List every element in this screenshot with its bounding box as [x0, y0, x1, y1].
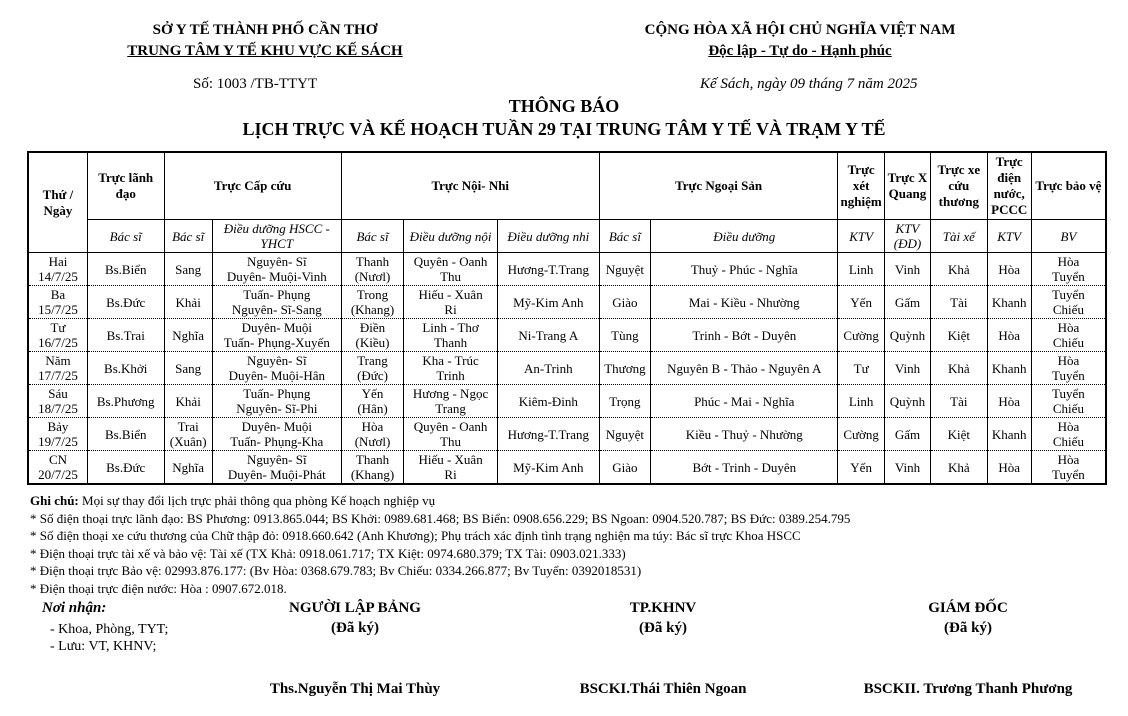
table-row — [28, 352, 1106, 385]
table-cell: Thanh (Khang) — [341, 451, 403, 485]
table-cell: Mỹ-Kim Anh — [497, 451, 599, 485]
table-cell: Khanh — [987, 418, 1031, 451]
note-line: * Số điện thoại xe cứu thương của Chữ thập đỏ: 0918.660.642 (Anh Khương); Phụ trách xác định tình trạng nghiện ma túy: Bác sĩ trực Khoa HSCC — [30, 528, 801, 543]
table-cell: Bs.Biển — [87, 253, 164, 286]
subheader-cell: Điều dưỡng HSCC - YHCT — [212, 220, 341, 253]
table-row — [28, 451, 1106, 485]
table-cell: Nguyên- Sĩ Duyên- Muội-Vinh — [212, 253, 341, 286]
table-cell: Ni-Trang A — [497, 319, 599, 352]
agency-parent: SỞ Y TẾ THÀNH PHỐ CẦN THƠ — [152, 22, 378, 38]
table-cell: Phúc - Mai - Nghĩa — [651, 385, 838, 418]
header-security: Trực bảo vệ — [1031, 152, 1106, 220]
signer-role: TP.KHNV — [629, 600, 697, 616]
table-row — [28, 253, 1106, 286]
header-surgery: Trực Ngoại Sản — [599, 152, 838, 220]
table-row — [28, 286, 1106, 319]
table-cell: Tùng — [599, 319, 650, 352]
table-cell: Trai (Xuân) — [164, 418, 212, 451]
note-line: * Điện thoại trực tài xế và bảo vệ: Tài xế (TX Khả: 0918.061.717; TX Kiệt: 0974.680.379; TX Tài: 0903.021.333) — [30, 545, 626, 561]
table-cell: Bớt - Trinh - Duyên — [651, 451, 838, 485]
table-cell: Trọng — [599, 385, 650, 418]
notes-label: Ghi chú: — [30, 493, 79, 508]
recipient-item: - Khoa, Phòng, TYT; — [50, 622, 169, 637]
table-cell: Quyên - Oanh Thu — [404, 418, 498, 451]
table-cell: An-Trinh — [497, 352, 599, 385]
table-cell: Hòa Tuyển — [1031, 451, 1106, 485]
table-cell: Hương-T.Trang — [497, 418, 599, 451]
table-cell: Sang — [164, 253, 212, 286]
signer-name: BSCKII. Trương Thanh Phương — [863, 681, 1073, 697]
national-title: CỘNG HÒA XÃ HỘI CHỦ NGHĨA VIỆT NAM — [644, 22, 956, 38]
table-cell: Kiêm-Đinh — [497, 385, 599, 418]
signer-director — [853, 598, 1083, 638]
signer-role: NGƯỜI LẬP BẢNG — [289, 600, 421, 616]
day-cell: Sáu 18/7/25 — [28, 385, 87, 418]
table-cell: Tài — [931, 286, 987, 319]
table-cell: Yến — [838, 286, 884, 319]
subheader-cell: Điều dưỡng nội — [404, 220, 498, 253]
table-cell: Nghĩa — [164, 451, 212, 485]
table-cell: Duyên- Muội Tuấn- Phụng-Kha — [212, 418, 341, 451]
table-cell: Điền (Kiều) — [341, 319, 403, 352]
table-cell: Nguyên- Sĩ Duyên- Muội-Hân — [212, 352, 341, 385]
schedule-table — [27, 151, 1107, 485]
table-cell: Cường — [838, 418, 884, 451]
table-cell: Khanh — [987, 352, 1031, 385]
table-cell: Nguyệt — [599, 418, 650, 451]
agency-name: TRUNG TÂM Y TẾ KHU VỰC KẾ SÁCH — [127, 43, 403, 59]
table-cell: Trong (Khang) — [341, 286, 403, 319]
table-cell: Vinh — [884, 253, 930, 286]
table-cell: Khải — [164, 286, 212, 319]
table-cell: Duyên- Muội Tuấn- Phụng-Xuyến — [212, 319, 341, 352]
header-utility: Trực điện nước, PCCC — [987, 152, 1031, 220]
table-cell: Yến — [838, 451, 884, 485]
table-cell: Bs.Biển — [87, 418, 164, 451]
table-cell: Khả — [931, 352, 987, 385]
table-cell: Hiếu - Xuân Ri — [404, 451, 498, 485]
subheader-cell: BV — [1031, 220, 1106, 253]
header-leader: Trực lãnh đạo — [87, 152, 164, 220]
subheader-cell: KTV — [987, 220, 1031, 253]
header-xray: Trực X Quang — [884, 152, 930, 220]
table-cell: Tư — [838, 352, 884, 385]
table-cell: Giào — [599, 451, 650, 485]
note-line: * Điện thoại trực điện nước: Hòa : 0907.672.018. — [30, 580, 287, 596]
doc-title: THÔNG BÁO — [508, 96, 620, 116]
national-motto: Độc lập - Tự do - Hạnh phúc — [708, 43, 892, 59]
recipients-title: Nơi nhận: — [42, 600, 107, 616]
table-cell: Bs.Đức — [87, 286, 164, 319]
table-cell: Bs.Trai — [87, 319, 164, 352]
table-cell: Sang — [164, 352, 212, 385]
subheader-row — [28, 220, 1106, 253]
signer-khnv — [548, 598, 778, 638]
table-cell: Nguyên- Sĩ Duyên- Muội-Phát — [212, 451, 341, 485]
table-cell: Bs.Phương — [87, 385, 164, 418]
signer-status: (Đã ký) — [944, 620, 992, 636]
table-cell: Gấm — [884, 286, 930, 319]
table-cell: Khanh — [987, 286, 1031, 319]
table-cell: Tài — [931, 385, 987, 418]
table-cell: Tuấn- Phụng Nguyên- Sĩ-Sang — [212, 286, 341, 319]
subheader-cell: KTV — [838, 220, 884, 253]
table-cell: Yến (Hân) — [341, 385, 403, 418]
table-cell: Tuyển Chiếu — [1031, 385, 1106, 418]
table-cell: Linh — [838, 253, 884, 286]
day-cell: CN 20/7/25 — [28, 451, 87, 485]
table-cell: Tuyển Chiếu — [1031, 286, 1106, 319]
header-internal: Trực Nội- Nhi — [341, 152, 599, 220]
subheader-cell: Bác sĩ — [87, 220, 164, 253]
doc-number: Số: 1003 /TB-TTYT — [193, 76, 318, 92]
doc-subtitle: LỊCH TRỰC VÀ KẾ HOẠCH TUẦN 29 TẠI TRUNG TÂM Y TẾ VÀ TRẠM Y TẾ — [242, 119, 886, 139]
subheader-cell: Bác sĩ — [599, 220, 650, 253]
note-line: * Điện thoại trực Bảo vệ: 02993.876.177: (Bv Hòa: 0368.679.783; Bv Chiếu: 0334.266.877; Bv Tuyển: 0392018531) — [30, 563, 642, 578]
table-cell: Kha - Trúc Trinh — [404, 352, 498, 385]
table-cell: Hòa — [987, 385, 1031, 418]
table-cell: Cường — [838, 319, 884, 352]
day-cell: Ba 15/7/25 — [28, 286, 87, 319]
table-cell: Tuấn- Phụng Nguyên- Sĩ-Phi — [212, 385, 341, 418]
table-cell: Giào — [599, 286, 650, 319]
subheader-cell: Bác sĩ — [164, 220, 212, 253]
table-cell: Hiếu - Xuân Ri — [404, 286, 498, 319]
table-cell: Hòa Tuyển — [1031, 253, 1106, 286]
table-cell: Nguyệt — [599, 253, 650, 286]
table-cell: Khả — [931, 451, 987, 485]
national-header — [620, 20, 980, 62]
signer-status: (Đã ký) — [639, 620, 687, 636]
signer-status: (Đã ký) — [331, 620, 379, 636]
day-cell: Năm 17/7/25 — [28, 352, 87, 385]
table-cell: Thuỷ - Phúc - Nghĩa — [651, 253, 838, 286]
signer-name: Ths.Nguyễn Thị Mai Thùy — [269, 681, 441, 697]
subheader-cell: Bác sĩ — [341, 220, 403, 253]
table-cell: Hòa (Nươl) — [341, 418, 403, 451]
table-cell: Mai - Kiều - Nhường — [651, 286, 838, 319]
day-cell: Bảy 19/7/25 — [28, 418, 87, 451]
signer-name: BSCKI.Thái Thiên Ngoan — [579, 681, 747, 697]
table-cell: Bs.Đức — [87, 451, 164, 485]
signer-role: GIÁM ĐỐC — [928, 600, 1008, 616]
agency-header — [100, 20, 430, 62]
table-cell: Nghĩa — [164, 319, 212, 352]
table-cell: Hòa — [987, 319, 1031, 352]
table-cell: Hòa Tuyển — [1031, 352, 1106, 385]
table-cell: Hương - Ngọc Trang — [404, 385, 498, 418]
table-cell: Mỹ-Kim Anh — [497, 286, 599, 319]
table-row — [28, 418, 1106, 451]
table-cell: Kiệt — [931, 319, 987, 352]
table-cell: Trang (Đức) — [341, 352, 403, 385]
subheader-cell: Điều dưỡng — [651, 220, 838, 253]
header-emergency: Trực Cấp cứu — [164, 152, 341, 220]
table-cell: Gấm — [884, 418, 930, 451]
table-cell: Trinh - Bớt - Duyên — [651, 319, 838, 352]
table-cell: Nguyên B - Thảo - Nguyên A — [651, 352, 838, 385]
table-cell: Linh — [838, 385, 884, 418]
table-cell: Quỳnh — [884, 319, 930, 352]
table-cell: Thương — [599, 352, 650, 385]
table-cell: Hòa — [987, 253, 1031, 286]
table-cell: Hòa Chiếu — [1031, 418, 1106, 451]
notes-section — [30, 492, 1110, 597]
table-cell: Quyên - Oanh Thu — [404, 253, 498, 286]
header-day: Thứ / Ngày — [28, 152, 87, 253]
table-cell: Bs.Khởi — [87, 352, 164, 385]
table-cell: Hòa Chiếu — [1031, 319, 1106, 352]
notes-text: Mọi sự thay đổi lịch trực phải thông qua phòng Kế hoạch nghiệp vụ — [78, 493, 436, 508]
recipient-item: - Lưu: VT, KHNV; — [50, 639, 157, 654]
table-cell: Kiều - Thuỷ - Nhường — [651, 418, 838, 451]
subheader-cell: KTV (ĐD) — [884, 220, 930, 253]
table-cell: Thanh (Nươl) — [341, 253, 403, 286]
table-cell: Kiệt — [931, 418, 987, 451]
table-cell: Linh - Thơ Thanh — [404, 319, 498, 352]
table-cell: Vinh — [884, 352, 930, 385]
notes-main — [30, 492, 1110, 510]
table-cell: Vinh — [884, 451, 930, 485]
signer-preparer — [240, 598, 470, 638]
table-row — [28, 385, 1106, 418]
subheader-cell: Tài xế — [931, 220, 987, 253]
header-lab: Trực xét nghiệm — [838, 152, 884, 220]
schedule-body — [28, 253, 1106, 485]
day-cell: Hai 14/7/25 — [28, 253, 87, 286]
table-cell: Hòa — [987, 451, 1031, 485]
header-ambulance: Trực xe cứu thương — [931, 152, 987, 220]
table-cell: Hương-T.Trang — [497, 253, 599, 286]
table-cell: Khải — [164, 385, 212, 418]
table-row — [28, 319, 1106, 352]
note-line: * Số điện thoại trực lãnh đạo: BS Phương: 0913.865.044; BS Khởi: 0989.681.468; BS Biển: 0908.656.229; BS Ngoan: 0904.520.787; BS Đức: 0389.254.795 — [30, 510, 851, 526]
doc-date: Kế Sách, ngày 09 tháng 7 năm 2025 — [700, 76, 918, 92]
table-cell: Khả — [931, 253, 987, 286]
table-cell: Quỳnh — [884, 385, 930, 418]
day-cell: Tư 16/7/25 — [28, 319, 87, 352]
subheader-cell: Điều dưỡng nhi — [497, 220, 599, 253]
